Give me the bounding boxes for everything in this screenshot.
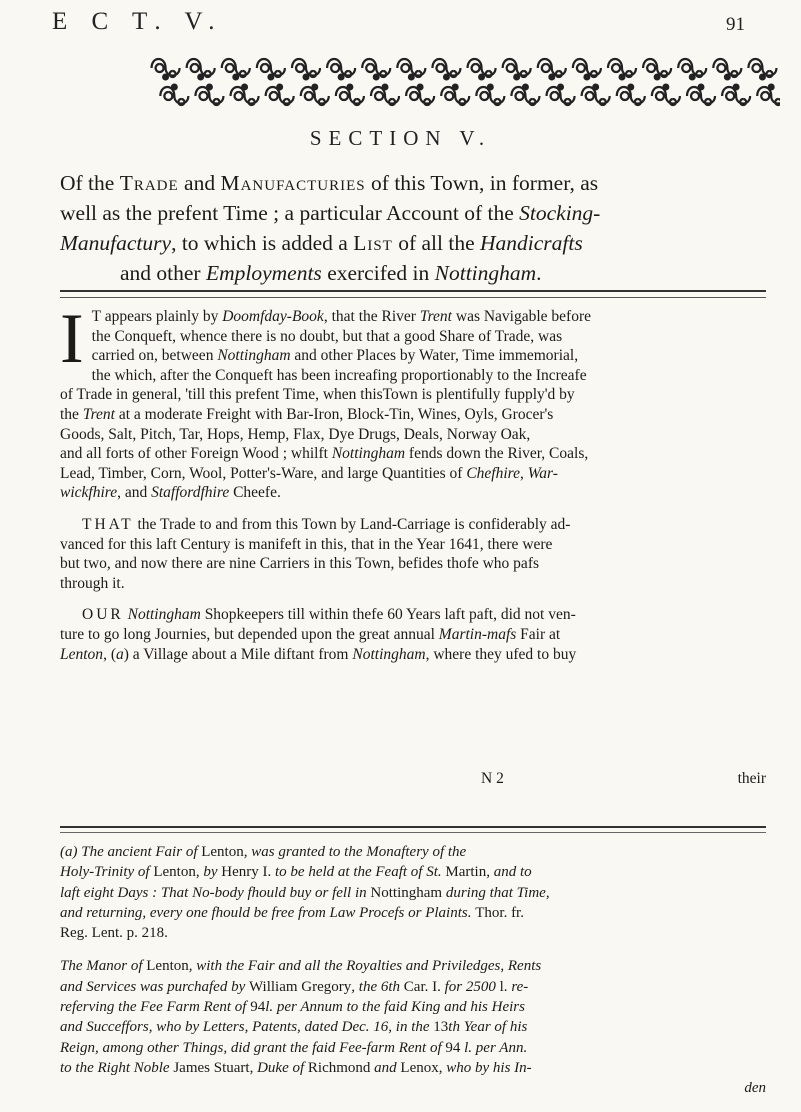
footnote-b [60,956,766,1098]
printers-ornament-band-icon [148,54,780,110]
note-span: Reign, among other Things, did grant the faid Fee-farm Rent of [60,1039,446,1056]
text-line [60,535,766,555]
text-line [60,645,766,665]
note-span: a [65,844,73,860]
note-span: l. per Ann. [460,1039,528,1056]
text-span: fends down the River, Coals, [405,445,589,463]
text-span-italic: Staffordfhire [151,484,230,502]
note-span: th Year of his [448,1019,528,1036]
paragraph-1 [60,300,766,503]
text-line [60,605,766,625]
title-line-4 [60,258,766,288]
text-span-italic: Nottingham [127,606,201,624]
note-span-roman: Martin [445,864,487,881]
title-text: of this Town, in former, as [365,171,599,195]
note-span-roman: 94 [250,999,266,1016]
note-span-roman: Lenton [153,864,196,881]
footnote-rule [60,826,766,833]
text-span: Shopkeepers till within thefe 60 Years laft paft, did not ven- [200,606,576,624]
title-text: exercifed in [321,261,435,285]
text-span: the [60,405,83,423]
note-span: to the Right Noble [60,1059,174,1076]
note-line [60,1058,766,1078]
catchword: their [737,770,766,787]
title-text: Of the [60,171,120,195]
text-span: , that the River [323,308,420,325]
title-manufacturies: Manufacturies [220,171,366,195]
note-line [60,883,766,903]
text-span: Cheefe. [229,484,281,502]
note-span: , and to [486,864,532,881]
running-head: E C T. V. [52,8,224,35]
note-line [60,862,766,882]
note-span-roman: William Gregory [249,978,352,995]
text-line [60,327,766,347]
signature-line [60,770,766,790]
note-span: ( [60,844,65,860]
title-nottingham: Nottingham [434,261,537,285]
paragraph-3 [60,605,766,664]
note-span: , was granted to the Monaftery of the [243,844,467,860]
text-line [60,625,766,645]
note-span-roman: Lenton [201,844,244,860]
text-span-italic: wickfhire [60,484,118,502]
note-line [60,956,766,976]
note-span: , with the Fair and all the Royalties and Priviledges, Rents [188,958,542,975]
text-span: of Trade in general, 'till this prefent Time, when thisTown is plentifully fupply'd by [60,386,575,404]
text-line [60,307,766,327]
note-line [60,903,766,923]
text-span-italic: Trent [82,405,115,423]
text-span: and all forts of other Foreign Wood ; whilft [60,445,332,463]
note-span: The Manor of [60,958,147,975]
text-line [60,444,766,464]
text-span-italic: Nottingham [217,347,291,365]
title-text: . [536,261,542,285]
text-span: , where they ufed to buy [425,645,577,663]
note-span-roman: Henry I. [221,864,272,881]
title-line-3 [60,228,766,258]
section-title [60,168,766,288]
text-span: the which, after the Conqueft has been increafing proportionably to the Increafe [91,366,587,384]
text-span-italic: Nottingham [331,445,406,463]
text-span: carried on, between [91,347,218,365]
title-text: , to which is added a [171,231,354,255]
text-span: T appears plainly by [91,308,223,325]
note-line [60,1078,766,1098]
note-span: and Services was purchafed by [60,978,249,995]
note-span: laft eight Days : That No-body fhould buy or fell in [60,884,371,901]
text-span: at a moderate Freight with Bar-Iron, Block-Tin, Wines, Oyls, Grocer's [114,405,554,423]
title-line-1 [60,168,766,198]
text-line [60,554,766,574]
title-text: and other [120,261,206,285]
text-span: the Conqueft, whence there is no doubt, but that a good Share of Trade, was [91,327,563,345]
text-line [60,483,766,503]
page-number: 91 [726,14,745,35]
title-employments: Employments [205,261,322,285]
text-span: Lead, Timber, Corn, Wool, Potter's-Ware, and large Quantities of [60,464,467,482]
title-text: of all the [392,231,480,255]
note-span: den [744,1080,766,1097]
note-span-roman: Car. I. [403,978,441,995]
note-line [60,1038,766,1058]
note-span: , Duke of [249,1059,308,1076]
title-text: well as the prefent Time ; a particular Account of the [60,201,520,225]
note-span: Holy-Trinity of [60,864,154,881]
note-span-roman: Lenox [400,1059,439,1076]
note-span: l. per Annum to the faid King and his Heirs [265,999,525,1016]
note-span-roman: Richmond [307,1059,371,1076]
title-handicrafts: Handicrafts [480,231,583,255]
note-span: and Succeffors, who by Letters, Patents, dated Dec. 16, in the [60,1019,434,1036]
text-line [60,405,766,425]
note-span: to be held at the Feaft of St. [271,864,446,881]
note-span-roman: Nottingham [370,884,443,901]
text-span: and other Places by Water, Time immemorial, [290,347,579,365]
footnote-ref: a [115,645,124,663]
note-span-roman: 94 [445,1039,461,1056]
title-line-2 [60,198,766,228]
note-span: re- [507,978,529,995]
text-span: was Navigable before [452,308,592,325]
note-span: for 2500 [440,978,500,995]
text-span: , ( [103,645,116,663]
note-span: , by [195,864,222,881]
text-span: through it. [60,574,125,592]
text-line [60,574,766,594]
note-span: ) The ancient Fair of [72,844,202,860]
text-span: vanced for this laft Century is manifeft in this, that in the Year 1641, there were [60,535,553,553]
text-span: the Trade to and from this Town by Land-Carriage is confiderably ad- [133,515,571,533]
note-line [60,923,766,943]
text-line [60,425,766,445]
note-span-roman: Lenton [146,958,189,975]
note-line [60,977,766,997]
text-line [60,366,766,386]
signature-mark: N 2 [481,770,504,787]
footnotes [60,842,766,1112]
note-span: and [370,1059,401,1076]
title-manufactury: Manufactury [60,231,172,255]
note-span-roman: Thor. fr. [475,904,524,921]
note-line [60,842,766,862]
note-span: and returning, every one fhould be free from Law Procefs or Plaints. [60,904,476,921]
note-span: during that Time, [442,884,550,901]
title-list: List [353,231,393,255]
text-span-italic: Trent [419,308,452,325]
text-span-italic: Doomfday-Book [222,308,324,325]
text-span-italic: Chefhire [466,464,521,482]
text-span-italic: Nottingham [352,645,426,663]
note-span: , the 6th [351,978,404,995]
drop-cap: I [60,300,84,378]
text-span-italic: Martin-mafs [438,625,517,643]
note-span-roman: l. [499,978,508,995]
title-stocking: Stocking- [519,201,601,225]
note-span: , who by his In- [438,1059,532,1076]
text-span: , and [117,484,152,502]
note-span: referving the Fee Farm Rent of [60,999,251,1016]
note-span-roman: Reg. Lent. p. 218. [60,925,168,942]
note-span-roman: 13 [433,1019,449,1036]
text-span-italic: Lenton [60,645,104,663]
text-line [60,346,766,366]
body-text [60,300,766,676]
lead-word: THAT [82,515,134,533]
text-span-italic: War- [527,464,558,482]
text-span: ) a Village about a Mile diftant from [123,645,353,663]
text-span: Fair at [516,625,561,643]
title-text: and [178,171,221,195]
text-span: ture to go long Journies, but depended upon the great annual [60,625,439,643]
note-span-roman: James Stuart [173,1059,250,1076]
text-line [60,464,766,484]
text-span: but two, and now there are nine Carriers in this Town, befides thofe who pafs [60,555,540,573]
text-span: , [520,464,528,482]
title-rule [60,290,766,298]
text-span: Goods, Salt, Pitch, Tar, Hops, Hemp, Flax, Dye Drugs, Deals, Norway Oak, [60,425,531,443]
paragraph-2 [60,515,766,593]
text-line [60,515,766,535]
note-line [60,997,766,1017]
section-heading: SECTION V. [309,126,492,150]
lead-word: OUR [82,606,124,624]
note-line [60,1017,766,1037]
footnote-a [60,842,766,943]
text-line [60,385,766,405]
title-trade: Trade [119,171,179,195]
